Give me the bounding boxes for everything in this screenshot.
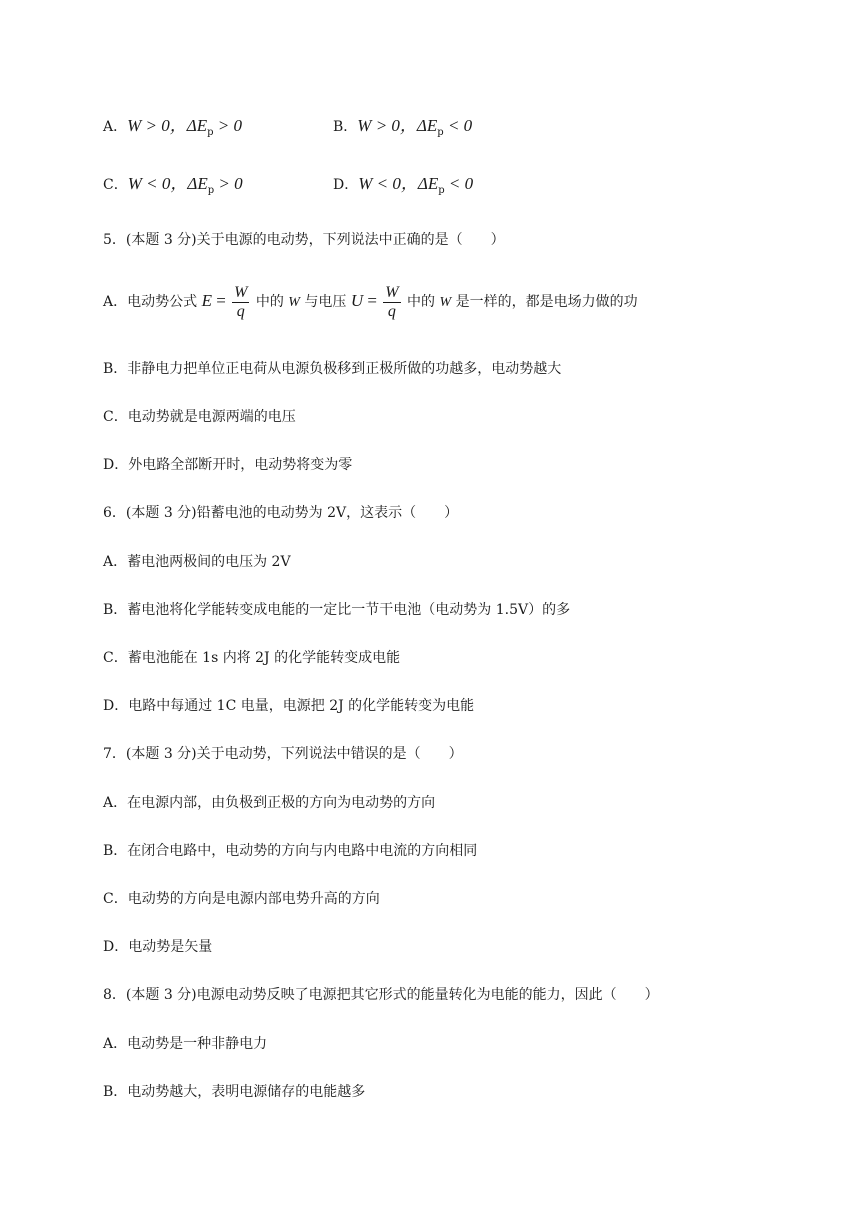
option-label: A． [103,119,128,135]
voltage-variable: U [350,291,364,310]
formula-tail: < 0 [443,116,473,135]
formula-text: W > 0，ΔE [357,116,438,135]
option-text: 中的 [255,294,284,310]
subscript: p [437,127,444,138]
q5-option-d: D．外电路全部断开时，电动势将变为零 [103,457,353,473]
formula-tail: > 0 [214,174,243,193]
numerator: W [234,283,248,301]
equals-sign: = [363,291,382,310]
numerator: W [385,283,399,301]
q6-option-b: B．蓄电池将化学能转变成电能的一定比一节干电池（电动势为 1.5V）的多 [103,602,571,618]
denominator: q [387,302,396,320]
formula-tail: > 0 [213,116,243,135]
q8-stem: 8．(本题 3 分)电源电动势反映了电源把其它形式的能量转化为电能的能力，因此（ ） [103,987,659,1003]
work-variable: W [439,295,452,310]
option-label: D． [333,177,359,193]
work-variable: W [288,295,300,310]
option-text: A．电动势公式 [103,294,198,310]
formula-text: W < 0，ΔE [127,174,208,193]
q8-option-b: B．电动势越大，表明电源储存的电能越多 [103,1084,366,1100]
q5-option-c: C．电动势就是电源两端的电压 [103,409,296,425]
emf-variable: E [201,291,212,310]
equals-sign: = [211,291,231,310]
option-label: B． [333,119,358,135]
q6-option-a: A．蓄电池两极间的电压为 2V [103,554,291,570]
q7-option-d: D．电动势是矢量 [103,939,213,955]
formula-text: W < 0，ΔE [358,174,439,193]
formula-text: W > 0，ΔE [127,116,208,135]
option-label: C． [103,177,128,193]
q6-option-d: D．电路中每通过 1C 电量，电源把 2J 的化学能转变为电能 [103,698,475,714]
q4-option-d [333,174,473,197]
subscript: p [438,185,445,196]
q7-option-b: B．在闭合电路中，电动势的方向与内电路中电流的方向相同 [103,843,478,859]
q7-option-a: A．在电源内部，由负极到正极的方向为电动势的方向 [103,795,436,811]
q6-stem: 6．(本题 3 分)铅蓄电池的电动势为 2V，这表示（ ） [103,505,459,521]
option-text: 与电压 [304,294,347,310]
option-text: 是一样的，都是电场力做的功 [455,294,638,310]
fraction-w-over-q [383,284,400,321]
q4-option-a [103,116,242,139]
q7-option-c: C．电动势的方向是电源内部电势升高的方向 [103,891,380,907]
q5-stem: 5．(本题 3 分)关于电源的电动势，下列说法中正确的是（ ） [103,232,505,248]
option-text: 中的 [407,294,436,310]
q8-option-a: A．电动势是一种非静电力 [103,1036,268,1052]
formula-tail: < 0 [444,174,474,193]
subscript: p [207,185,215,196]
q7-stem: 7．(本题 3 分)关于电动势，下列说法中错误的是（ ） [103,746,463,762]
denominator: q [236,302,245,320]
q5-option-a [103,281,638,323]
fraction-w-over-q [232,284,249,321]
subscript: p [207,127,214,138]
q6-option-c: C．蓄电池能在 1s 内将 2J 的化学能转变成电能 [103,650,401,666]
q5-option-b: B．非静电力把单位正电荷从电源负极移到正极所做的功越多，电动势越大 [103,361,562,377]
q4-option-c [103,174,243,197]
q4-option-b [333,116,472,139]
